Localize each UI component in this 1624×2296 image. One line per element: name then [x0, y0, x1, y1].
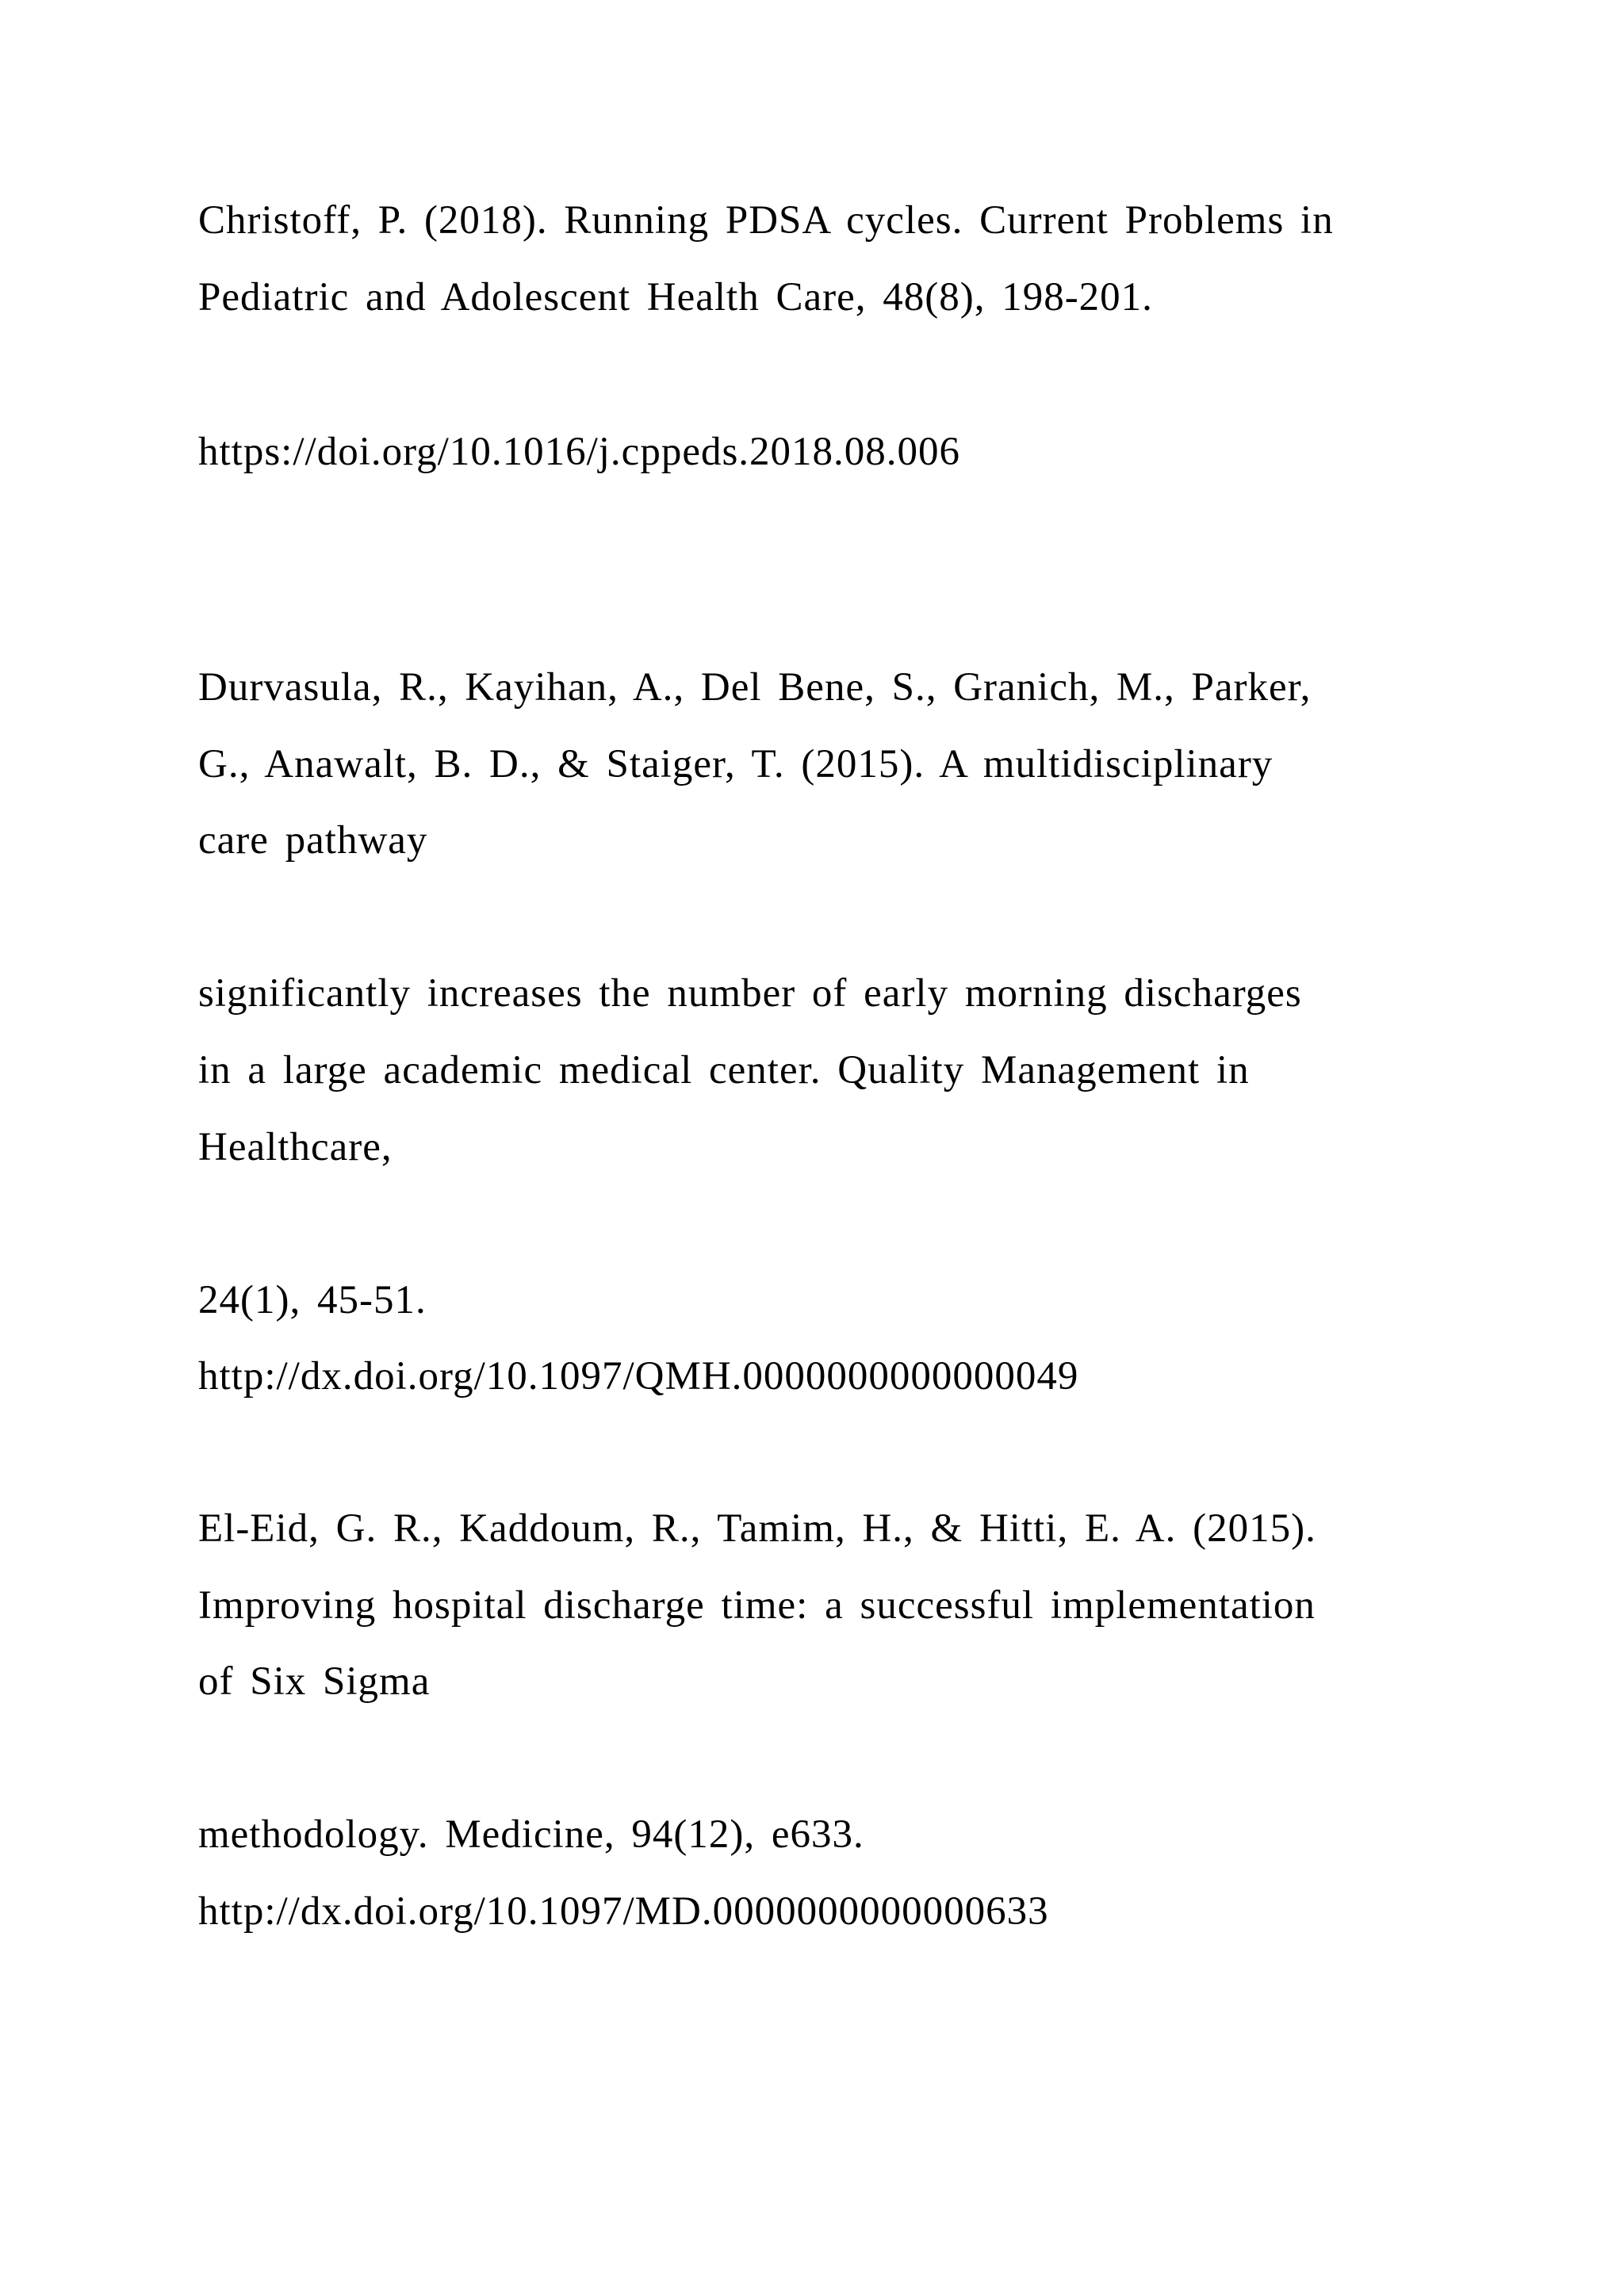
- reference-text-line: Pediatric and Adolescent Health Care, 48(8), 198-201.: [198, 275, 1153, 320]
- reference-text-line: care pathway: [198, 818, 428, 863]
- reference-text-line: significantly increases the number of early morning discharges: [198, 971, 1302, 1016]
- reference-text-line: Durvasula, R., Kayihan, A., Del Bene, S., Granich, M., Parker,: [198, 665, 1312, 710]
- doi-link[interactable]: http://dx.doi.org/10.1097/QMH.0000000000000049: [198, 1354, 1079, 1399]
- reference-text-line: in a large academic medical center. Quality Management in: [198, 1048, 1250, 1093]
- doi-link[interactable]: http://dx.doi.org/10.1097/MD.0000000000000633: [198, 1889, 1049, 1934]
- reference-text-line: of Six Sigma: [198, 1659, 431, 1704]
- reference-text-line: Improving hospital discharge time: a successful implementation: [198, 1583, 1316, 1628]
- reference-text-line: G., Anawalt, B. D., & Staiger, T. (2015). A multidisciplinary: [198, 742, 1274, 786]
- reference-text-line: El-Eid, G. R., Kaddoum, R., Tamim, H., & Hitti, E. A. (2015).: [198, 1506, 1316, 1551]
- reference-text-line: methodology. Medicine, 94(12), e633.: [198, 1812, 864, 1857]
- reference-text-line: Christoff, P. (2018). Running PDSA cycles. Current Problems in: [198, 198, 1334, 243]
- reference-text-line: Healthcare,: [198, 1125, 393, 1169]
- doi-link[interactable]: https://doi.org/10.1016/j.cppeds.2018.08.006: [198, 430, 961, 474]
- reference-text-line: 24(1), 45-51.: [198, 1278, 427, 1322]
